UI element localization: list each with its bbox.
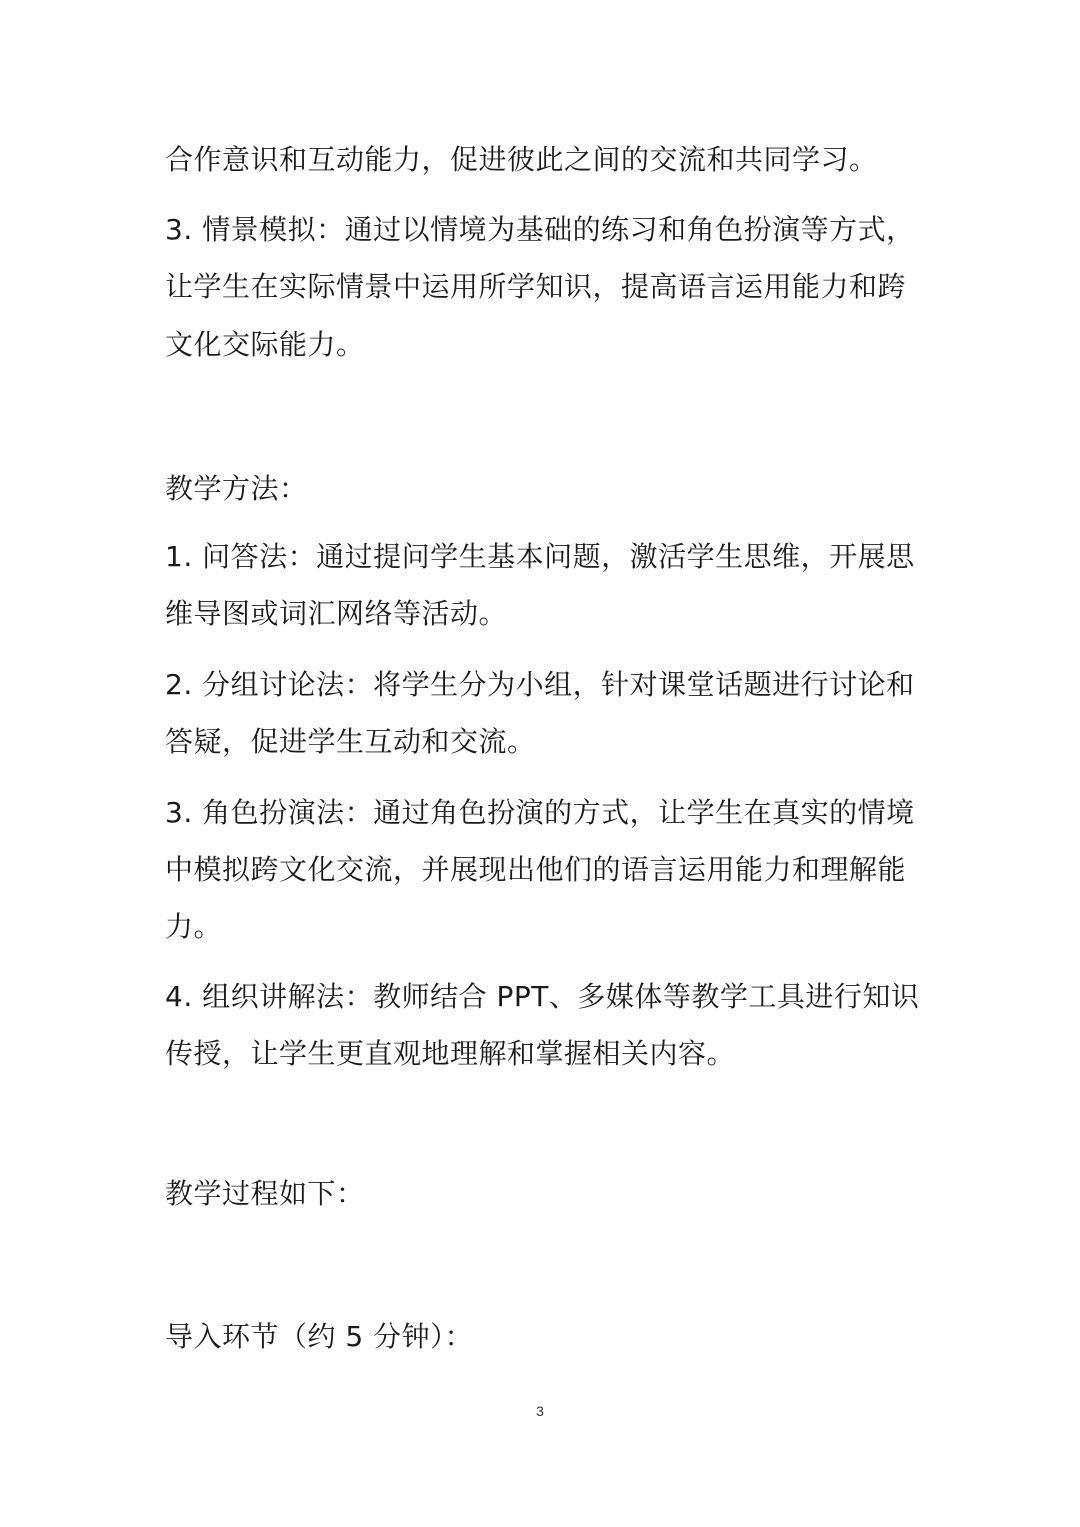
body-text-line: 文化交际能力。	[165, 328, 365, 361]
page-number: 3	[536, 1403, 544, 1419]
body-text-line: 传授，让学生更直观地理解和掌握相关内容。	[165, 1037, 736, 1070]
section-heading: 教学过程如下：	[165, 1177, 365, 1210]
body-text-line: 3. 情景模拟：通过以情境为基础的练习和角色扮演等方式，	[165, 213, 915, 246]
section-heading: 导入环节（约 5 分钟）：	[165, 1320, 474, 1353]
body-text-line: 答疑，促进学生互动和交流。	[165, 725, 536, 758]
body-text-line: 3. 角色扮演法：通过角色扮演的方式，让学生在真实的情境	[165, 796, 915, 829]
body-text-line: 中模拟跨文化交流，并展现出他们的语言运用能力和理解能	[165, 853, 907, 886]
body-text-line: 2. 分组讨论法：将学生分为小组，针对课堂话题进行讨论和	[165, 668, 915, 701]
body-text-line: 力。	[165, 910, 223, 943]
body-text-line: 合作意识和互动能力，促进彼此之间的交流和共同学习。	[165, 143, 878, 176]
body-text-line: 4. 组织讲解法：教师结合 PPT、多媒体等教学工具进行知识	[165, 980, 920, 1013]
body-text-line: 1. 问答法：通过提问学生基本问题，激活学生思维，开展思	[165, 540, 915, 573]
body-text-line: 维导图或词汇网络等活动。	[165, 597, 508, 630]
section-heading: 教学方法：	[165, 472, 308, 505]
body-text-line: 让学生在实际情景中运用所学知识，提高语言运用能力和跨	[165, 270, 907, 303]
